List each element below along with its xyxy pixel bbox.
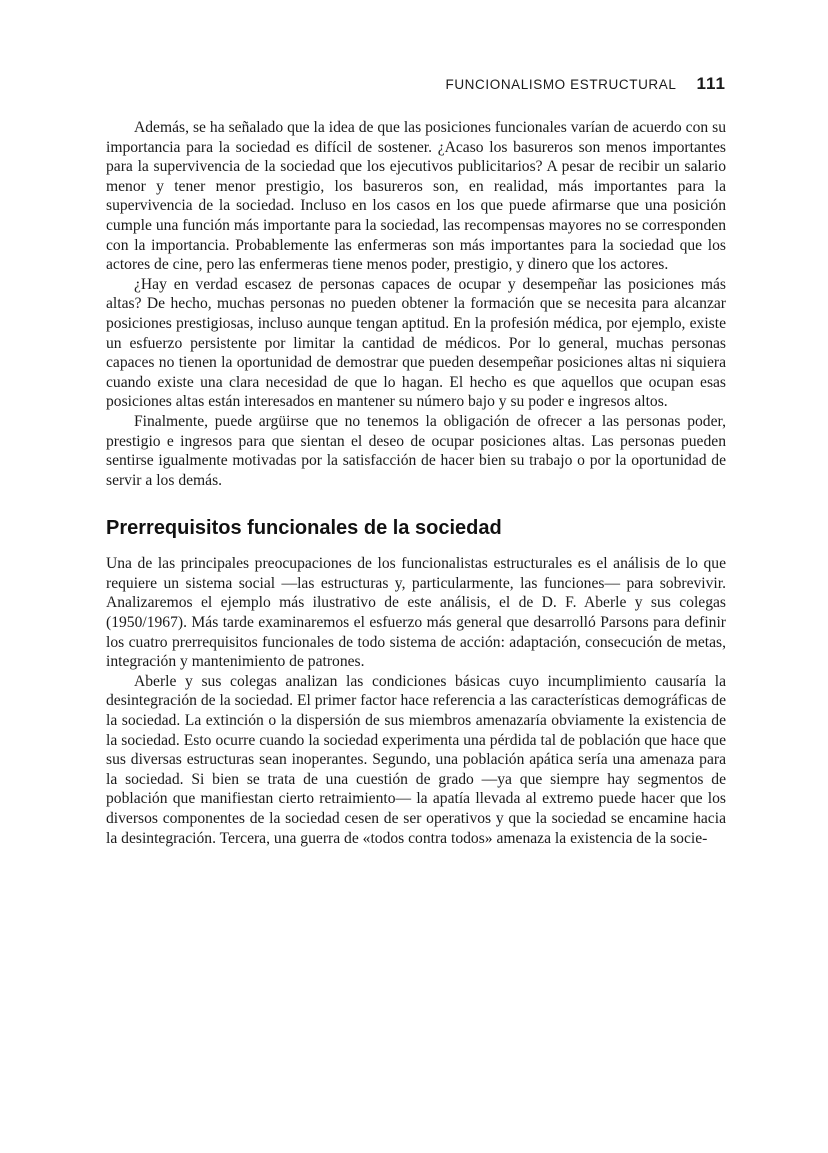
body-text: [106, 118, 726, 848]
paragraph-1: Además, se ha señalado que la idea de que las posiciones funcionales varían de acuerdo con su importancia para la sociedad es difícil de sostener. ¿Acaso los basureros son menos importantes para la supervivencia de la sociedad que los ejecutivos publicitarios? A pesar de recibir un salario menor y tener menor prestigio, los basureros son, en realidad, más importantes para la supervivencia de la sociedad. Incluso en los casos en los que puede afirmarse que una posición cumple una función más importante para la sociedad, las recompensas mayores no se corresponden con la importancia. Probablemente las enfermeras son más importantes para la sociedad que los actores de cine, pero las enfermeras tiene menos poder, prestigio, y dinero que los actores.: [106, 119, 726, 274]
paragraph-3: Finalmente, puede argüirse que no tenemos la obligación de ofrecer a las personas poder, prestigio e ingresos para que sientan el deseo de ocupar posiciones altas. Las personas pueden sentirse igualmente motivadas por la satisfacción de hacer bien su trabajo o por la oportunidad de servir a los demás.: [106, 412, 726, 489]
paragraph-2: ¿Hay en verdad escasez de personas capaces de ocupar y desempeñar las posiciones más altas? De hecho, muchas personas no pueden obtener la formación que se necesita para alcanzar posiciones prestigiosas, incluso aunque tengan aptitud. En la profesión médica, por ejemplo, existe un esfuerzo persistente por limitar la cantidad de médicos. Por lo general, muchas personas capaces no tienen la oportunidad de demostrar que pueden desempeñar posiciones altas ni siquiera cuando existe una clara necesidad de que lo hagan. El hecho es que aquellos que ocupan esas posiciones altas están interesados en mantener su número bajo y su poder e ingresos altos.: [106, 275, 726, 411]
paragraph-5: Aberle y sus colegas analizan las condiciones básicas cuyo incumplimiento causaría la desintegración de la sociedad. El primer factor hace referencia a las características demográficas de la sociedad. La extinción o la dispersión de sus miembros amenazaría obviamente la existencia de la sociedad. Esto ocurre cuando la sociedad experimenta una pérdida tal de población que hace que sus diversas estructuras sean inoperantes. Segundo, una población apática sería una amenaza para la sociedad. Si bien se trata de una cuestión de grado —ya que siempre hay segmentos de población que manifiestan cierto retraimiento— la apatía llevada al extremo puede hacer que los diversos componentes de la sociedad cesen de ser operativos y que la sociedad se encamine hacia la desintegración. Tercera, una guerra de «todos contra todos» amenaza la existencia de la socie-: [106, 672, 726, 847]
running-header: [106, 72, 726, 96]
book-page: [106, 72, 726, 848]
paragraph-4: Una de las principales preocupaciones de los funcionalistas estructurales es el análisis de lo que requiere un sistema social —las estructuras y, particularmente, las funciones— para sobrevivir. Analizaremos el ejemplo más ilustrativo de este análisis, el de D. F. Aberle y sus colegas (1950/1967). Más tarde examinaremos el esfuerzo más general que desarrolló Parsons para definir los cuatro prerrequisitos funcionales de todo sistema de acción: adaptación, consecución de metas, integración y mantenimiento de patrones.: [106, 555, 726, 671]
chapter-title: FUNCIONALISMO ESTRUCTURAL: [445, 77, 677, 92]
section-heading: Prerrequisitos funcionales de la sociedad: [106, 517, 502, 540]
page-number: 111: [696, 74, 726, 93]
